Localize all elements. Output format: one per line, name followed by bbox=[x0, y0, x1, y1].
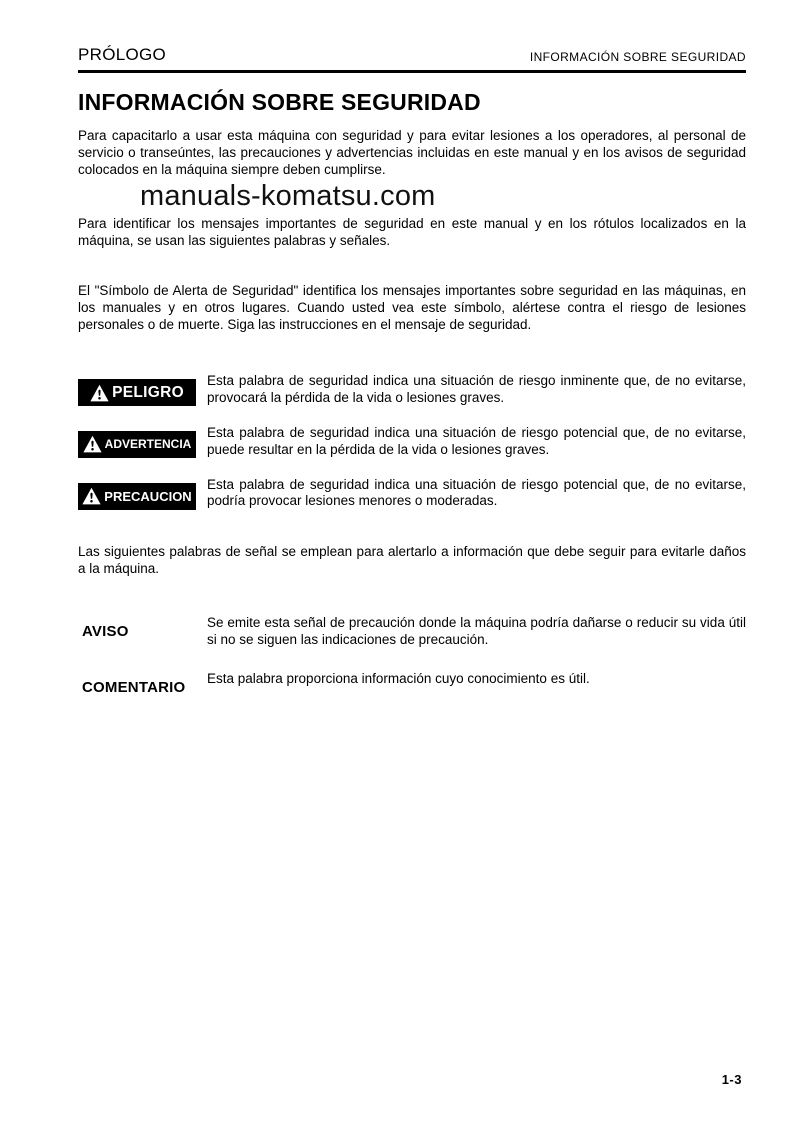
signal-word-rows bbox=[78, 373, 746, 510]
watermark-text: manuals-komatsu.com bbox=[140, 180, 436, 213]
signal-row-advertencia bbox=[78, 425, 746, 459]
peligro-description: Esta palabra de seguridad indica una situación de riesgo inminente que, de no evitarse, provocará la pérdida de la vida o lesiones graves. bbox=[207, 373, 746, 406]
page-title: INFORMACIÓN SOBRE SEGURIDAD bbox=[78, 89, 481, 115]
comentario-description: Esta palabra proporciona información cuyo conocimiento es útil. bbox=[207, 671, 590, 687]
header-section: INFORMACIÓN SOBRE SEGURIDAD bbox=[529, 50, 746, 64]
advertencia-description: Esta palabra de seguridad indica una situación de riesgo potencial que, de no evitarse, puede resultar en la pérdida de la vida o lesiones graves. bbox=[207, 424, 746, 457]
signal-row-precaucion bbox=[78, 477, 746, 511]
identify-paragraph: Para identificar los mensajes importantes de seguridad en este manual y en los rótulos localizados en la máquina, se usan las siguientes palabras y señales. bbox=[78, 216, 746, 249]
notice-label-column bbox=[78, 615, 207, 649]
notice-rows bbox=[78, 615, 746, 697]
advertencia-badge bbox=[78, 431, 196, 458]
peligro-badge bbox=[78, 379, 196, 406]
notice-row-aviso bbox=[78, 615, 746, 649]
badge-column bbox=[78, 373, 207, 407]
badge-column bbox=[78, 477, 207, 511]
badge-column bbox=[78, 425, 207, 459]
symbol-paragraph: El "Símbolo de Alerta de Seguridad" identifica los mensajes importantes sobre seguridad en las máquinas, en los manuales y en otros lugares. Cuando usted vea este símbolo, alértese contra el riesgo de lesiones personales o de muerte. Siga las instrucciones en el mensaje de seguridad. bbox=[78, 282, 746, 332]
page-header bbox=[78, 45, 746, 73]
header-chapter: PRÓLOGO bbox=[78, 45, 167, 64]
aviso-label: AVISO bbox=[82, 622, 129, 640]
precaucion-badge bbox=[78, 483, 196, 510]
warning-triangle-icon bbox=[82, 487, 101, 505]
aviso-description: Se emite esta señal de precaución donde la máquina podría dañarse o reducir su vida útil si no se siguen las indicaciones de precaución. bbox=[207, 614, 746, 647]
page-number: 1-3 bbox=[721, 1072, 742, 1087]
warning-triangle-icon bbox=[83, 435, 102, 453]
signal-words-paragraph: Las siguientes palabras de señal se emplean para alertarlo a información que debe seguir para evitarle daños a la máquina. bbox=[78, 544, 746, 576]
warning-triangle-icon bbox=[90, 384, 109, 402]
comentario-label: COMENTARIO bbox=[82, 679, 186, 697]
badge-label: PELIGRO bbox=[112, 383, 184, 401]
signal-row-peligro bbox=[78, 373, 746, 407]
intro-paragraph: Para capacitarlo a usar esta máquina con seguridad y para evitar lesiones a los operadores, al personal de servicio o transeúntes, las precauciones y advertencias incluidas en este manual y en los avisos de seguridad colocados en la máquina siempre deben cumplirse. bbox=[78, 128, 746, 177]
precaucion-description: Esta palabra de seguridad indica una situación de riesgo potencial que, de no evitarse, podría provocar lesiones menores o moderadas. bbox=[207, 476, 746, 509]
notice-row-comentario bbox=[78, 671, 746, 696]
badge-label: PRECAUCION bbox=[104, 488, 192, 504]
notice-label-column bbox=[78, 671, 207, 696]
badge-label: ADVERTENCIA bbox=[104, 437, 192, 452]
